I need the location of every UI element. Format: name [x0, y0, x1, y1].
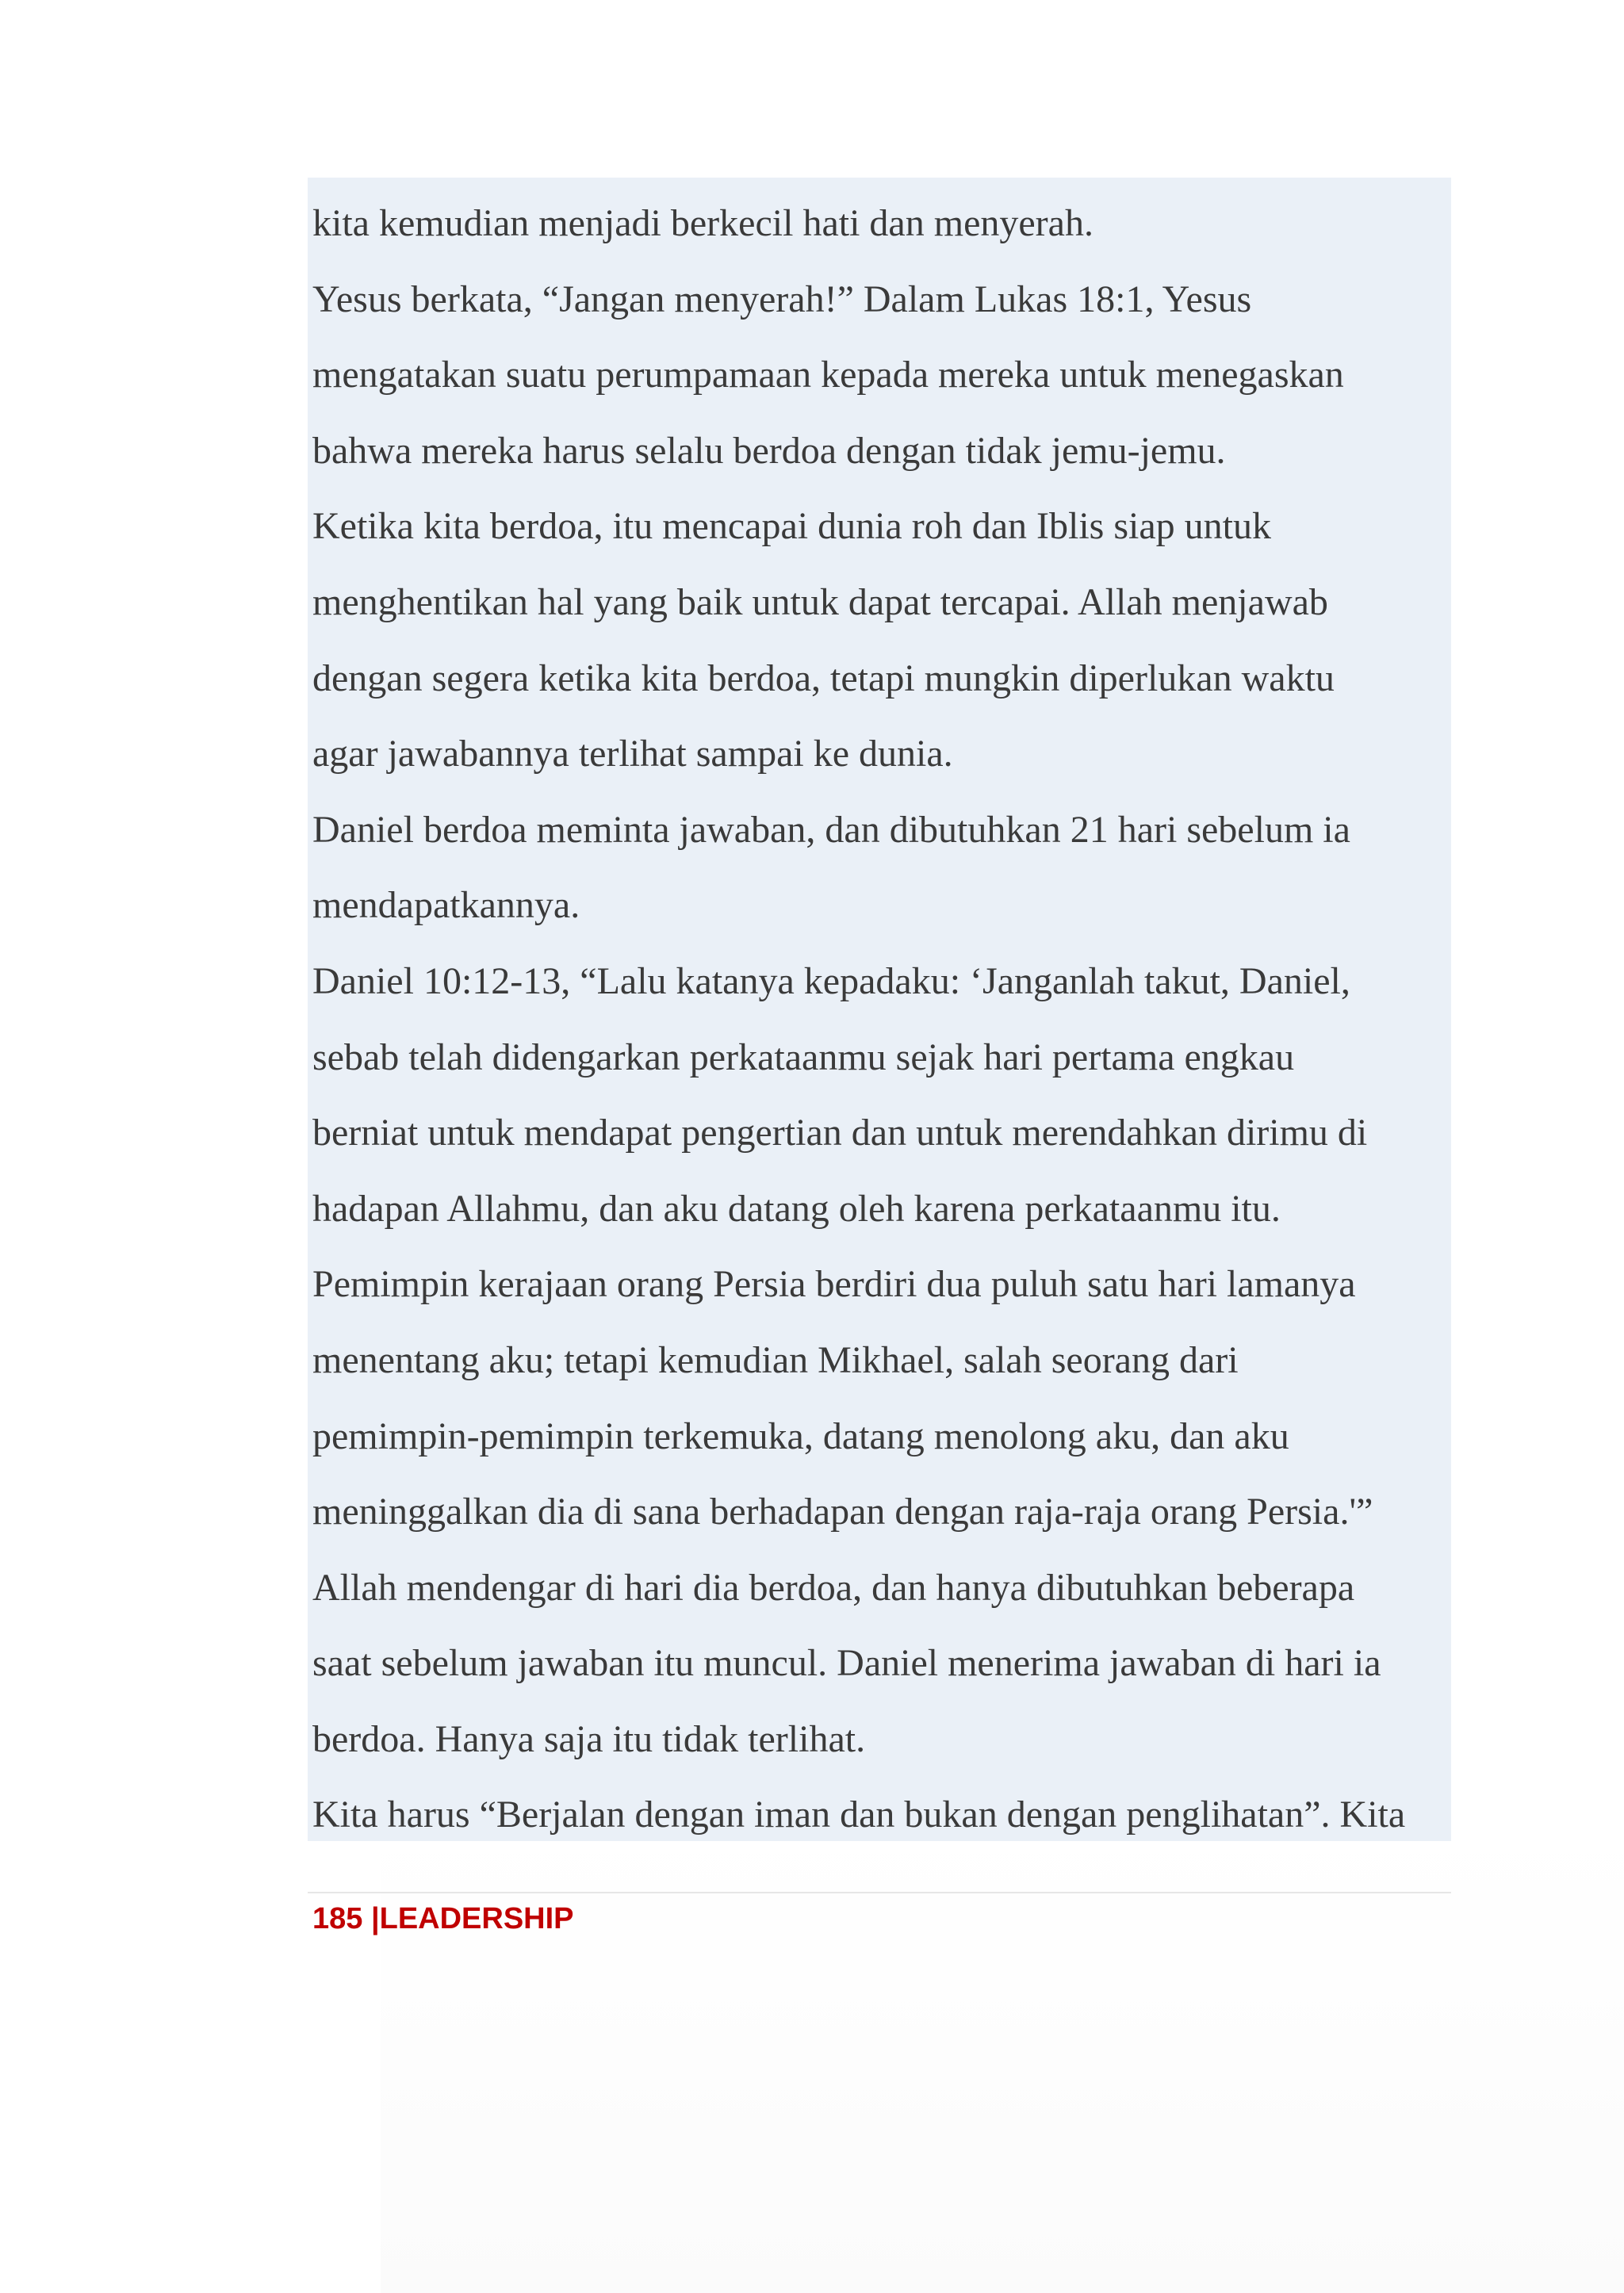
page-shadow: [381, 1824, 1624, 2293]
footer-separator: |: [362, 1902, 380, 1935]
section-title: LEADERSHIP: [379, 1902, 574, 1935]
text-line: Ketika kita berdoa, itu mencapai dunia roh dan Iblis siap untuk: [312, 505, 1271, 548]
text-line: hadapan Allahmu, dan aku datang oleh karena perkataanmu itu.: [312, 1187, 1281, 1230]
text-line: Kita harus “Berjalan dengan iman dan bukan dengan penglihatan”. Kita: [312, 1793, 1406, 1836]
page-footer: [312, 1898, 574, 1939]
text-line: agar jawabannya terlihat sampai ke dunia.: [312, 733, 953, 775]
text-line: Allah mendengar di hari dia berdoa, dan hanya dibutuhkan beberapa: [312, 1566, 1355, 1609]
text-line: meninggalkan dia di sana berhadapan dengan raja-raja orang Persia.'”: [312, 1491, 1373, 1533]
text-line: Daniel berdoa meminta jawaban, dan dibutuhkan 21 hari sebelum ia: [312, 808, 1350, 851]
text-line: berniat untuk mendapat pengertian dan untuk merendahkan dirimu di: [312, 1112, 1368, 1154]
text-line: Pemimpin kerajaan orang Persia berdiri dua puluh satu hari lamanya: [312, 1263, 1356, 1306]
text-line: bahwa mereka harus selalu berdoa dengan tidak jemu-jemu.: [312, 429, 1226, 472]
text-line: mendapatkannya.: [312, 884, 580, 927]
text-line: saat sebelum jawaban itu muncul. Daniel menerima jawaban di hari ia: [312, 1642, 1381, 1685]
page-number: 185: [312, 1902, 363, 1935]
text-line: berdoa. Hanya saja itu tidak terlihat.: [312, 1717, 866, 1760]
text-line: sebab telah didengarkan perkataanmu sejak hari pertama engkau: [312, 1035, 1295, 1078]
text-line: menghentikan hal yang baik untuk dapat tercapai. Allah menjawab: [312, 580, 1328, 623]
text-line: Daniel 10:12-13, “Lalu katanya kepadaku: ‘Janganlah takut, Daniel,: [312, 959, 1350, 1002]
text-line: kita kemudian menjadi berkecil hati dan menyerah.: [312, 202, 1094, 244]
text-line: menentang aku; tetapi kemudian Mikhael, salah seorang dari: [312, 1338, 1239, 1381]
text-line: mengatakan suatu perumpamaan kepada mereka untuk menegaskan: [312, 354, 1344, 396]
text-line: pemimpin-pemimpin terkemuka, datang menolong aku, dan aku: [312, 1414, 1289, 1457]
text-line: Yesus berkata, “Jangan menyerah!” Dalam Lukas 18:1, Yesus: [312, 278, 1252, 320]
body-text: [312, 186, 1454, 1853]
footer-divider: [308, 1892, 1451, 1893]
text-line: dengan segera ketika kita berdoa, tetapi mungkin diperlukan waktu: [312, 657, 1335, 699]
